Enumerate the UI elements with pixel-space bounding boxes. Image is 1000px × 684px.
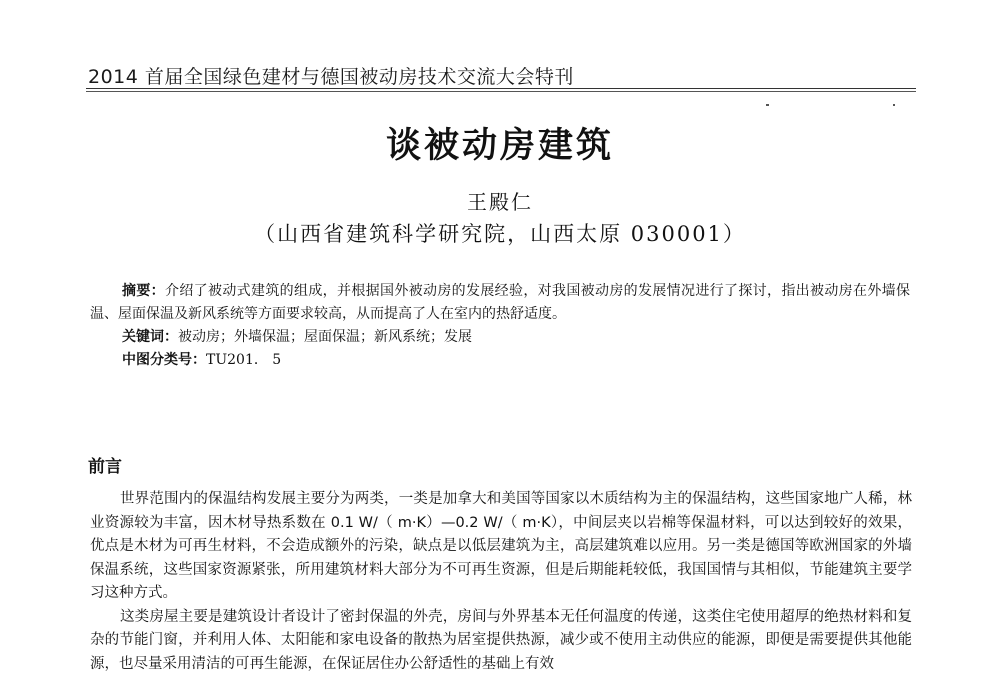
- section-heading: 前言: [88, 457, 122, 477]
- keywords-text: 被动房；外墙保温；屋面保温；新风系统；发展: [178, 329, 472, 345]
- scan-speck: [766, 104, 769, 106]
- body-paragraph: 世界范围内的保温结构发展主要分为两类，一类是加拿大和美国等国家以木质结构为主的保温结构，这些国家地广人稀，林业资源较为丰富，因木材导热系数在 0.1 W/（ m·K）—0.2 W/（ m·K），中间层夹以岩棉等保温材料，可以达到较好的效果，优点是木材为可再生材料，不会造成额外的污染，缺点是以低层建筑为主，高层建筑难以应用。另一类是德国等欧洲国家的外墙保温系统，这些国家资源紧张，所用建筑材料大部分为不可再生资源，但是后期能耗较低，我国国情与其相似，节能建筑主要学习这种方式。: [90, 491, 912, 601]
- section-body: [90, 488, 912, 676]
- abstract-text: 介绍了被动式建筑的组成，并根据国外被动房的发展经验，对我国被动房的发展情况进行了探讨，指出被动房在外墙保温、屋面保温及新风系统等方面要求较高，从而提高了人在室内的热舒适度。: [90, 283, 910, 322]
- running-header: 2014 首届全国绿色建材与德国被动房技术交流大会特刊: [88, 66, 574, 88]
- classification-label: 中图分类号：: [122, 352, 206, 368]
- abstract-label: 摘要：: [122, 283, 165, 299]
- header-rule-secondary: [86, 91, 916, 92]
- abstract-block: [90, 280, 910, 372]
- classification: [90, 349, 910, 372]
- scan-speck: [893, 104, 895, 106]
- article-title: 谈被动房建筑: [385, 126, 614, 166]
- author-affiliation: （山西省建筑科学研究院，山西太原 030001）: [254, 222, 746, 246]
- classification-text: TU201． 5: [206, 352, 282, 368]
- abstract: [90, 280, 910, 326]
- body-paragraph: 这类房屋主要是建筑设计者设计了密封保温的外壳，房间与外界基本无任何温度的传递，这类住宅使用超厚的绝热材料和复杂的节能门窗，并利用人体、太阳能和家电设备的散热为居室提供热源，减少或不使用主动供应的能源，即便是需要提供其他能源，也尽量采用清洁的可再生能源，在保证居住办公舒适性的基础上有效: [90, 608, 912, 672]
- author-name: 王殿仁: [467, 190, 533, 214]
- header-rule: [86, 88, 916, 89]
- keywords: [90, 326, 910, 349]
- keywords-label: 关键词：: [122, 329, 178, 345]
